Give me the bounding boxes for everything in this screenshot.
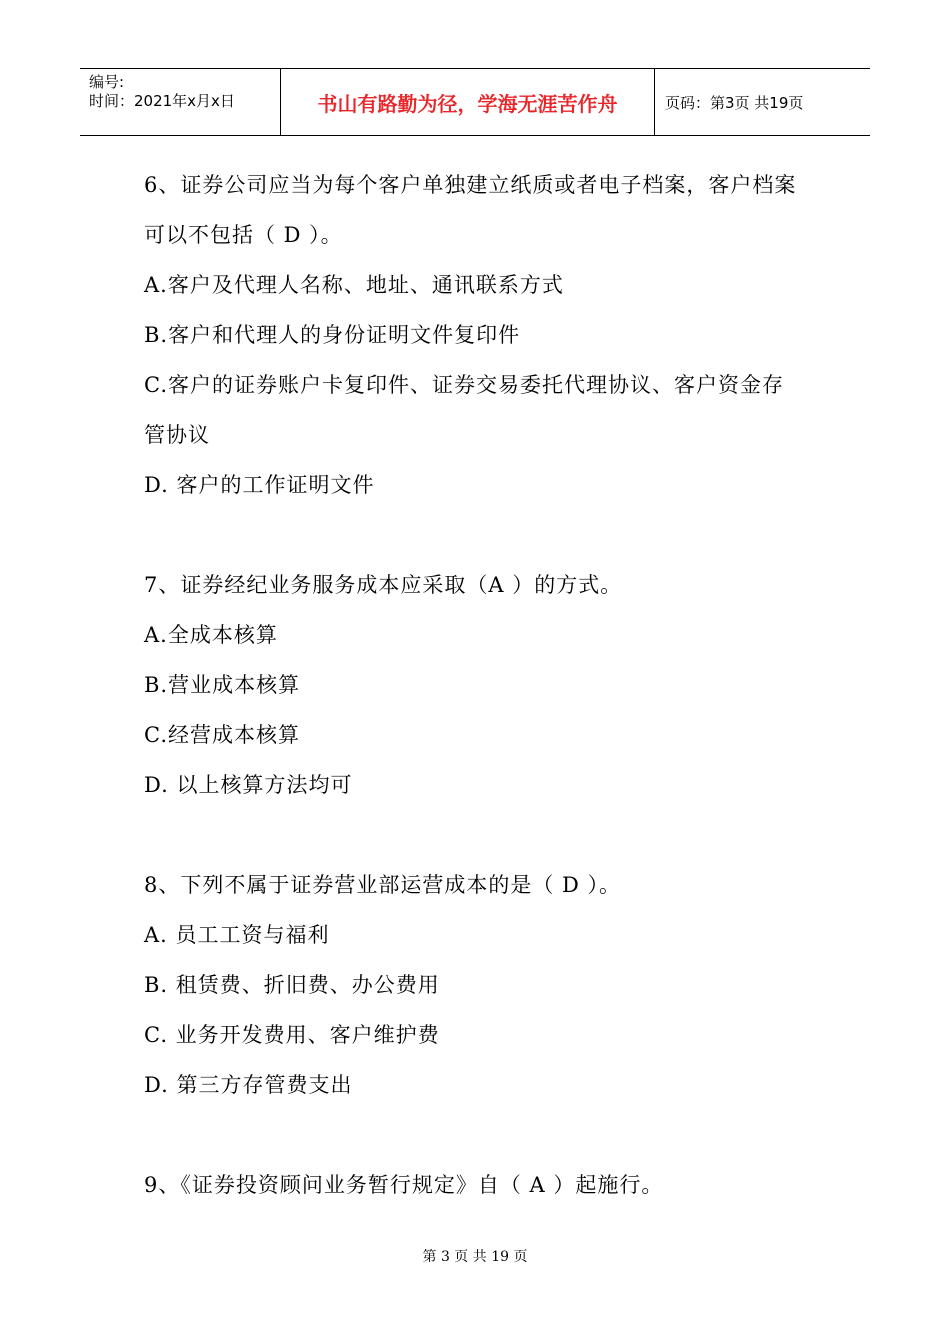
header-motto bbox=[281, 69, 655, 135]
spacer bbox=[144, 510, 824, 560]
page-info-text: 页码：第3页 共19页 bbox=[665, 93, 804, 112]
question-6-stem-line-1: 6、证券公司应当为每个客户单独建立纸质或者电子档案，客户档案 bbox=[144, 173, 797, 197]
question-8-option-c: C. 业务开发费用、客户维护费 bbox=[144, 1023, 440, 1047]
question-7-option-c: C.经营成本核算 bbox=[144, 723, 300, 747]
motto-text: 书山有路勤为径，学海无涯苦作舟 bbox=[317, 91, 618, 116]
question-7-option-a: A.全成本核算 bbox=[144, 623, 278, 647]
header-page-info bbox=[655, 69, 870, 135]
question-7-stem: 7、证券经纪业务服务成本应采取（A ）的方式。 bbox=[144, 573, 623, 597]
document-body bbox=[144, 160, 824, 1210]
question-8-stem: 8、下列不属于证券营业部运营成本的是（ D ）。 bbox=[144, 873, 622, 897]
header-meta bbox=[80, 69, 281, 135]
page-footer bbox=[0, 1246, 950, 1266]
page-header bbox=[80, 68, 870, 136]
question-6-stem-line-2: 可以不包括（ D ）。 bbox=[144, 223, 343, 247]
question-6-option-c-line-1: C.客户的证券账户卡复印件、证券交易委托代理协议、客户资金存 bbox=[144, 373, 784, 397]
number-label: 编号: bbox=[89, 73, 125, 91]
spacer bbox=[144, 810, 824, 860]
question-8-option-a: A. 员工工资与福利 bbox=[144, 923, 330, 947]
question-9-stem: 9、《证券投资顾问业务暂行规定》自（ A ）起施行。 bbox=[144, 1173, 664, 1197]
spacer bbox=[144, 1110, 824, 1160]
question-7-option-b: B.营业成本核算 bbox=[144, 673, 301, 697]
question-6-option-d: D. 客户的工作证明文件 bbox=[144, 473, 375, 497]
question-6-option-c-line-2: 管协议 bbox=[144, 423, 210, 447]
question-7-option-d: D. 以上核算方法均可 bbox=[144, 773, 353, 797]
question-8-option-b: B. 租赁费、折旧费、办公费用 bbox=[144, 973, 440, 997]
footer-page-number: 第 3 页 共 19 页 bbox=[422, 1249, 528, 1265]
question-6-option-a: A.客户及代理人名称、地址、通讯联系方式 bbox=[144, 273, 564, 297]
question-6-option-b: B.客户和代理人的身份证明文件复印件 bbox=[144, 323, 521, 347]
question-8-option-d: D. 第三方存管费支出 bbox=[144, 1073, 353, 1097]
time-label: 时间：2021年x月x日 bbox=[89, 92, 235, 110]
